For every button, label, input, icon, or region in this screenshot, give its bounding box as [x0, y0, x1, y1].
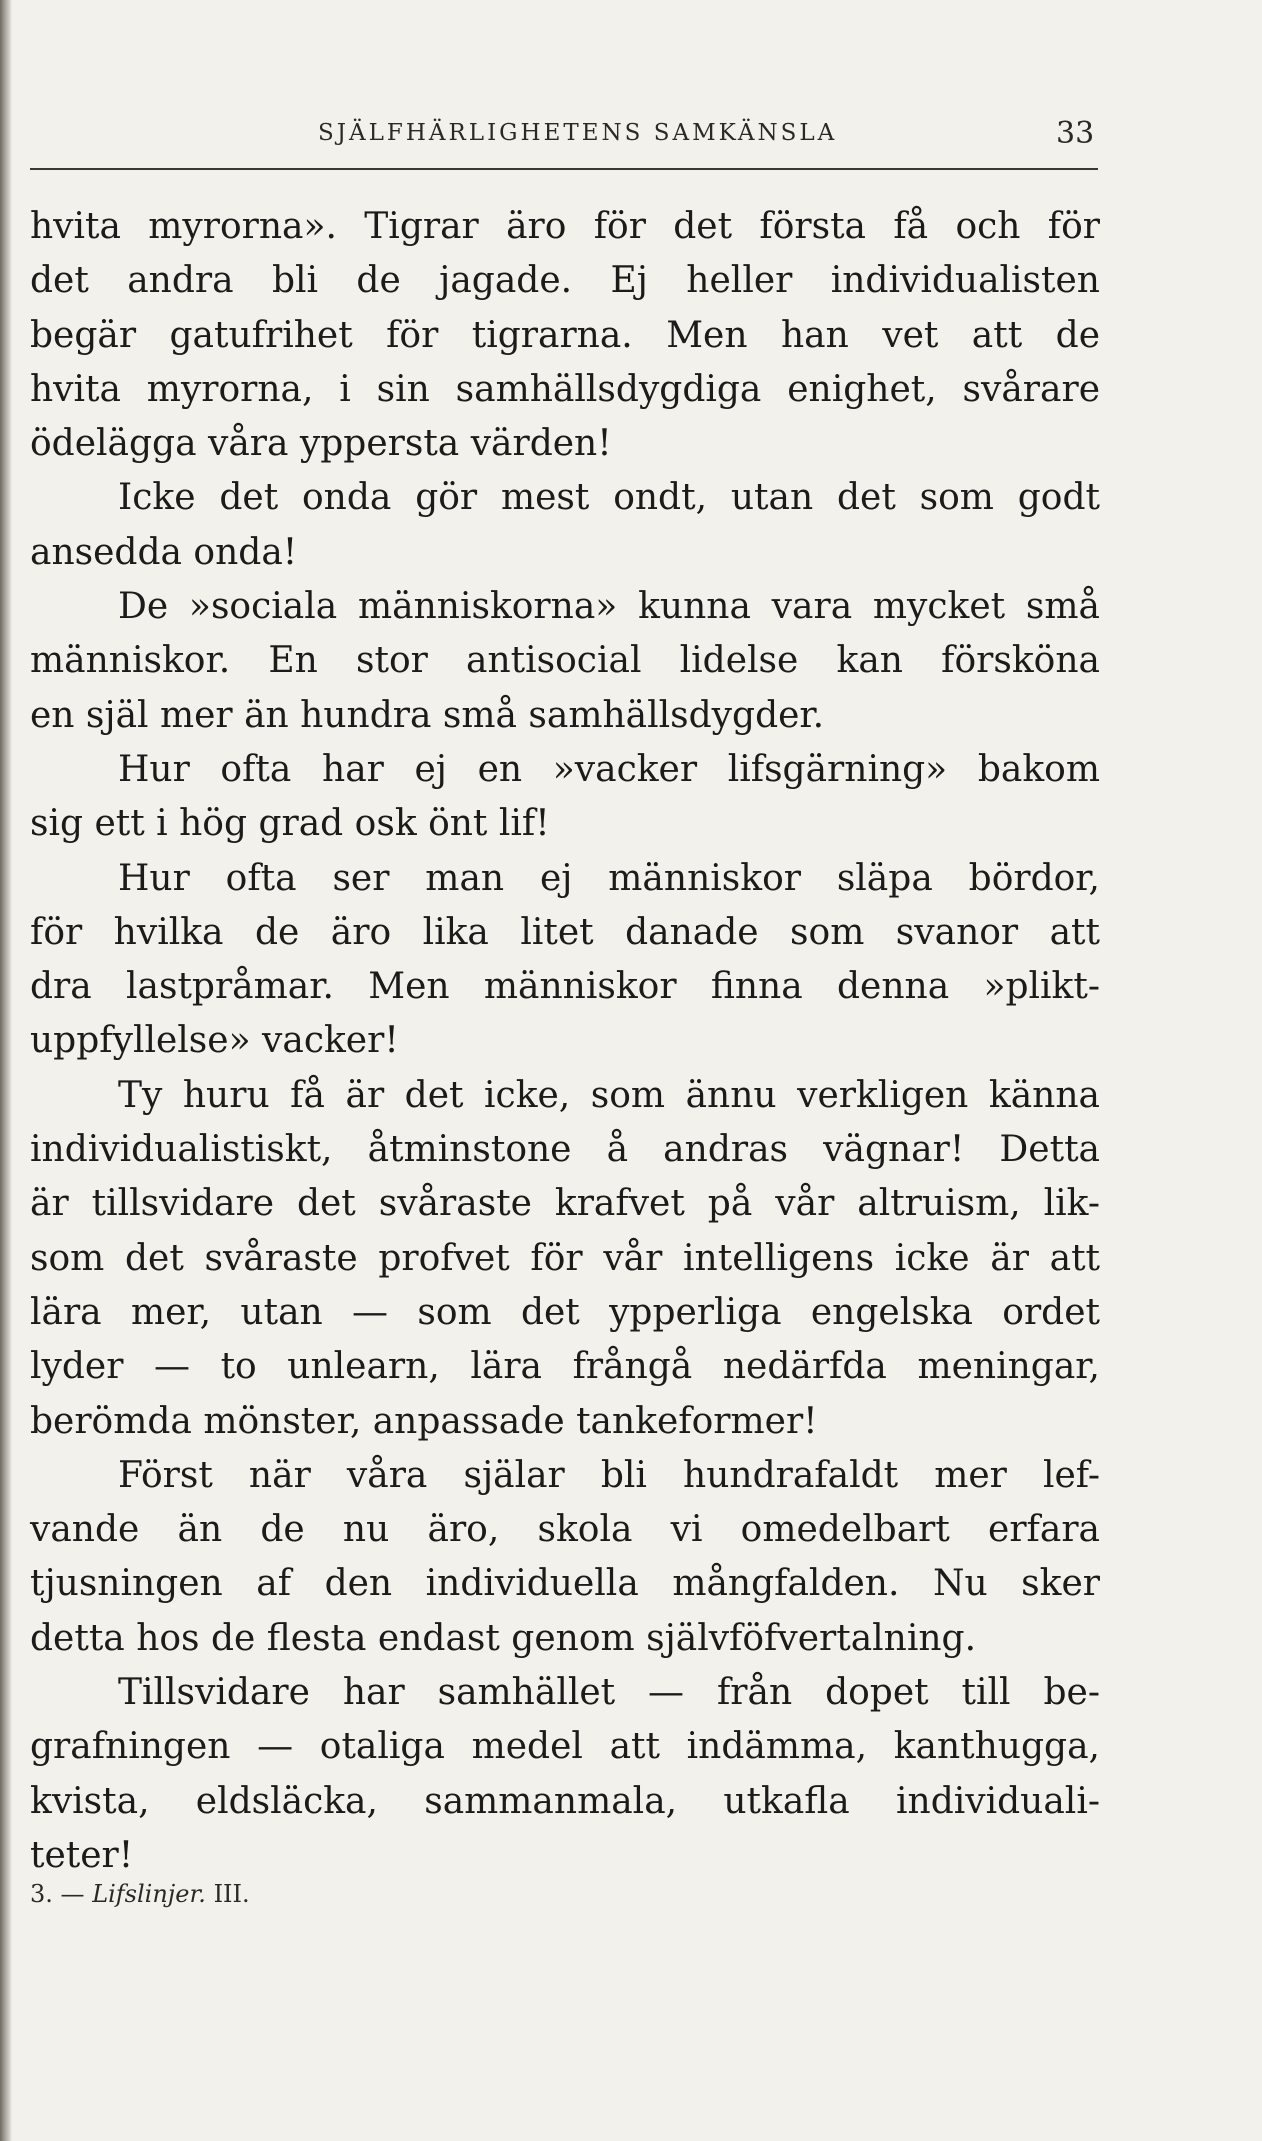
paragraph-start-line: Först när våra själar bli hundrafaldt mer lef-	[118, 1454, 1100, 1496]
text-line: lära mer, utan — som det ypperliga engelska ordet	[30, 1291, 1100, 1333]
text-line: sig ett i hög grad osk önt lif!	[30, 803, 550, 845]
header-rule	[30, 168, 1098, 170]
page-number: 33	[1056, 116, 1095, 151]
text-line: en själ mer än hundra små samhällsdygder.	[30, 694, 825, 736]
text-line: berömda mönster, anpassade tankeformer!	[30, 1400, 818, 1442]
text-line: vande än de nu äro, skola vi omedelbart erfara	[30, 1509, 1100, 1551]
text-line: hvita myrorna, i sin samhällsdygdiga enighet, svårare	[30, 368, 1100, 410]
paragraph-start-line: De »sociala människorna» kunna vara mycket små	[118, 586, 1100, 628]
page-binding-edge	[0, 0, 12, 2141]
text-line: uppfyllelse» vacker!	[30, 1020, 399, 1062]
text-line: det andra bli de jagade. Ej heller individualisten	[30, 260, 1100, 302]
text-line: grafningen — otaliga medel att indämma, kanthugga,	[30, 1726, 1100, 1768]
signature-number: 3.	[30, 1880, 53, 1908]
book-title: Lifslinjer.	[92, 1880, 206, 1908]
text-line: människor. En stor antisocial lidelse kan försköna	[30, 640, 1100, 682]
paragraph-start-line: Ty huru få är det icke, som ännu verkligen känna	[118, 1074, 1100, 1116]
text-line: ansedda onda!	[30, 531, 298, 573]
paragraph-start-line: Hur ofta ser man ej människor släpa bördor,	[118, 857, 1100, 899]
text-line: dra lastpråmar. Men människor finna denna »plikt-	[30, 966, 1100, 1008]
volume-number: III.	[213, 1880, 250, 1908]
text-line: tjusningen af den individuella mångfalden. Nu sker	[30, 1563, 1100, 1605]
text-line: hvita myrorna». Tigrar äro för det första få och för	[30, 206, 1100, 247]
paragraph-start-line: Icke det onda gör mest ondt, utan det som godt	[118, 477, 1100, 519]
text-line: teter!	[30, 1834, 134, 1876]
footer-dash: —	[60, 1880, 85, 1908]
running-header-title: SJÄLFHÄRLIGHETENS SAMKÄNSLA	[318, 120, 838, 146]
text-line: detta hos de flesta endast genom självföfvertalning.	[30, 1617, 977, 1659]
text-line: lyder — to unlearn, lära frångå nedärfda meningar,	[30, 1346, 1100, 1388]
text-line: för hvilka de äro lika litet danade som svanor att	[30, 911, 1100, 953]
body-text	[30, 200, 1100, 1883]
signature-footer	[30, 1880, 250, 1908]
text-line: begär gatufrihet för tigrarna. Men han vet att de	[30, 314, 1100, 356]
text-line: som det svåraste profvet för vår intelligens icke är att	[30, 1237, 1100, 1279]
text-line: ödelägga våra yppersta värden!	[30, 423, 612, 465]
text-line: kvista, eldsläcka, sammanmala, utkafla individuali-	[30, 1780, 1100, 1822]
text-line: är tillsvidare det svåraste krafvet på vår altruism, lik-	[30, 1183, 1100, 1225]
paragraph-start-line: Hur ofta har ej en »vacker lifsgärning» bakom	[118, 748, 1100, 790]
text-line: individualistiskt, åtminstone å andras vägnar! Detta	[30, 1129, 1100, 1171]
paragraph-start-line: Tillsvidare har samhället — från dopet till be-	[118, 1672, 1100, 1714]
